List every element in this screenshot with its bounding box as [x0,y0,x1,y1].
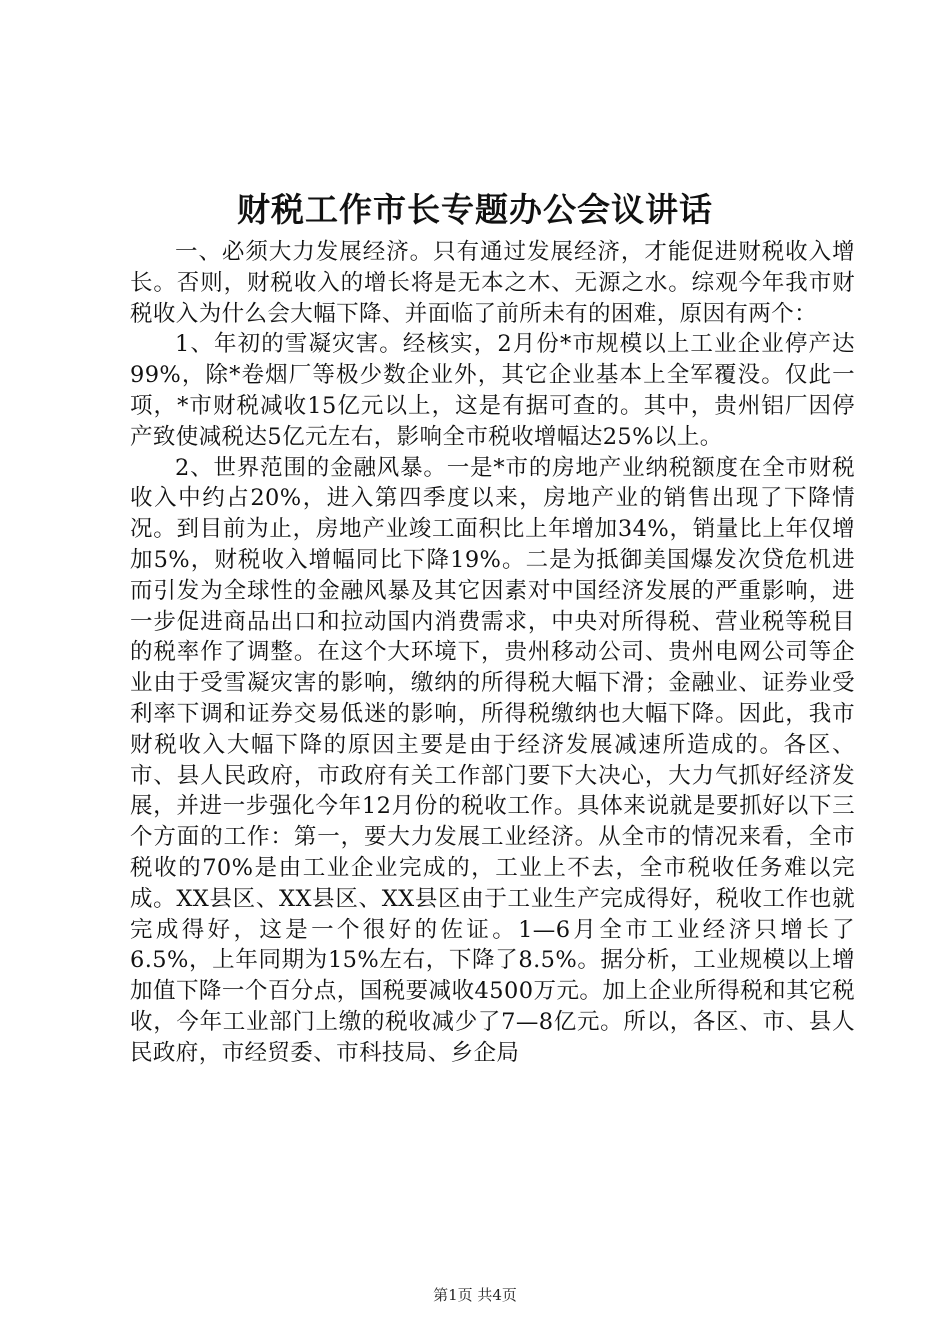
document-title: 财税工作市长专题办公会议讲话 [237,190,713,229]
paragraph-3: 2、世界范围的金融风暴。一是*市的房地产业纳税额度在全市财税收入中约占20%，进入第四季度以来，房地产业的销售出现了下降情况。到目前为止，房地产业竣工面积比上年增加34%，销量比上年仅增加5%，财税收入增幅同比下降19%。二是为抵御美国爆发次贷危机进而引发为全球性的金融风暴及其它因素对中国经济发展的严重影响，进一步促进商品出口和拉动国内消费需求，中央对所得税、营业税等税目的税率作了调整。在这个大环境下，贵州移动公司、贵州电网公司等企业由于受雪凝灾害的影响，缴纳的所得税大幅下滑；金融业、证券业受利率下调和证券交易低迷的影响，所得税缴纳也大幅下降。因此，我市财税收入大幅下降的原因主要是由于经济发展减速所造成的。各区、市、县人民政府，市政府有关工作部门要下大决心，大力气抓好经济发展，并进一步强化今年12月份的税收工作。具体来说就是要抓好以下三个方面的工作：第一，要大力发展工业经济。从全市的情况来看，全市税收的70%是由工业企业完成的，工业上不去，全市税收任务难以完成。XX县区、XX县区、XX县区由于工业生产完成得好，税收工作也就完成得好，这是一个很好的佐证。1—6月全市工业经济只增长了6.5%，上年同期为15%左右，下降了8.5%。据分析，工业规模以上增加值下降一个百分点，国税要减收4500万元。加上企业所得税和其它税收，今年工业部门上缴的税收减少了7—8亿元。所以，各区、市、县人民政府，市经贸委、市科技局、乡企局 [130,454,855,1066]
paragraph-2: 1、年初的雪凝灾害。经核实，2月份*市规模以上工业企业停产达99%，除*卷烟厂等极少数企业外，其它企业基本上全军覆没。仅此一项，*市财税减收15亿元以上，这是有据可查的。其中，贵州铝厂因停产致使减税达5亿元左右，影响全市税收增幅达25%以上。 [130,331,855,450]
page-number-footer: 第1页 共4页 [433,1286,517,1304]
document-body [130,237,855,1069]
paragraph-1: 一、必须大力发展经济。只有通过发展经济，才能促进财税收入增长。否则，财税收入的增长将是无本之木、无源之水。综观今年我市财税收入为什么会大幅下降、并面临了前所未有的困难，原因有两个： [130,239,855,327]
